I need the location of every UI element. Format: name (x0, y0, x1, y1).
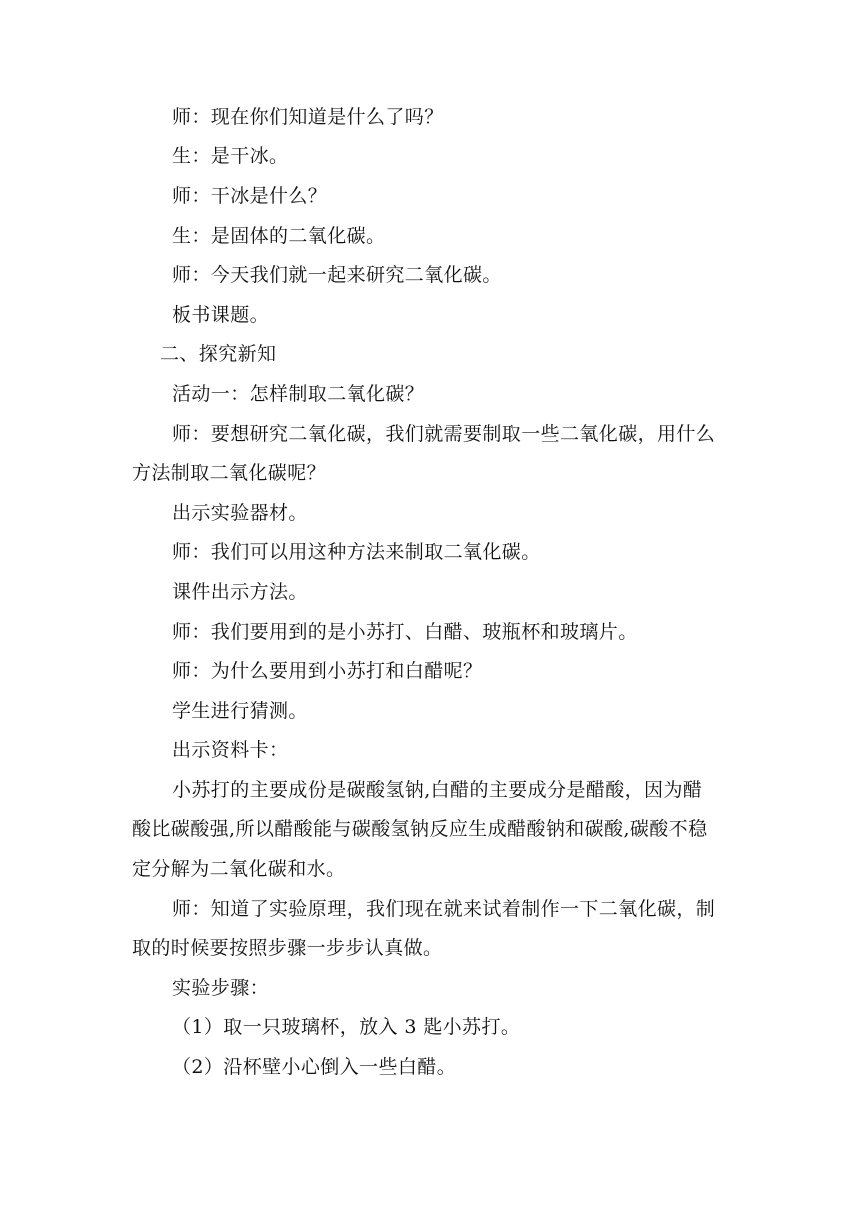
activity-heading: 活动一：怎样制取二氧化碳？ (172, 383, 425, 405)
paragraph-line: 酸比碳酸强,所以醋酸能与碳酸氢钠反应生成醋酸钠和碳酸,碳酸不稳 (132, 818, 708, 840)
paragraph-line: 课件出示方法。 (172, 581, 308, 603)
paragraph-line: 师：现在你们知道是什么了吗？ (172, 106, 444, 128)
paragraph-line: 取的时候要按照步骤一步步认真做。 (132, 937, 443, 959)
paragraph-line: 出示实验器材。 (172, 502, 308, 524)
section-heading: 二、探究新知 (160, 343, 277, 365)
paragraph-line: 方法制取二氧化碳呢？ (132, 462, 327, 484)
paragraph-line: 小苏打的主要成份是碳酸氢钠,白醋的主要成分是醋酸，因为醋 (172, 779, 703, 801)
paragraph-line: 生：是干冰。 (172, 145, 289, 167)
step-item: （2）沿杯壁小心倒入一些白醋。 (172, 1056, 457, 1078)
paragraph-line: 师：今天我们就一起来研究二氧化碳。 (172, 264, 502, 286)
paragraph-line: 定分解为二氧化碳和水。 (132, 858, 346, 880)
steps-heading: 实验步骤： (172, 977, 270, 999)
paragraph-line: 师：要想研究二氧化碳，我们就需要制取一些二氧化碳，用什么 (172, 423, 716, 445)
paragraph-line: 师：为什么要用到小苏打和白醋呢？ (172, 660, 483, 682)
paragraph-line: 生：是固体的二氧化碳。 (172, 225, 386, 247)
paragraph-line: 出示资料卡： (172, 739, 289, 761)
step-item: （1）取一只玻璃杯，放入 3 匙小苏打。 (172, 1016, 521, 1038)
paragraph-line: 板书课题。 (172, 304, 270, 326)
paragraph-line: 师：我们要用到的是小苏打、白醋、玻瓶杯和玻璃片。 (172, 621, 638, 643)
paragraph-line: 师：我们可以用这种方法来制取二氧化碳。 (172, 541, 541, 563)
paragraph-line: 学生进行猜测。 (172, 700, 308, 722)
paragraph-line: 师：知道了实验原理，我们现在就来试着制作一下二氧化碳，制 (172, 898, 716, 920)
paragraph-line: 师：干冰是什么？ (172, 185, 328, 207)
